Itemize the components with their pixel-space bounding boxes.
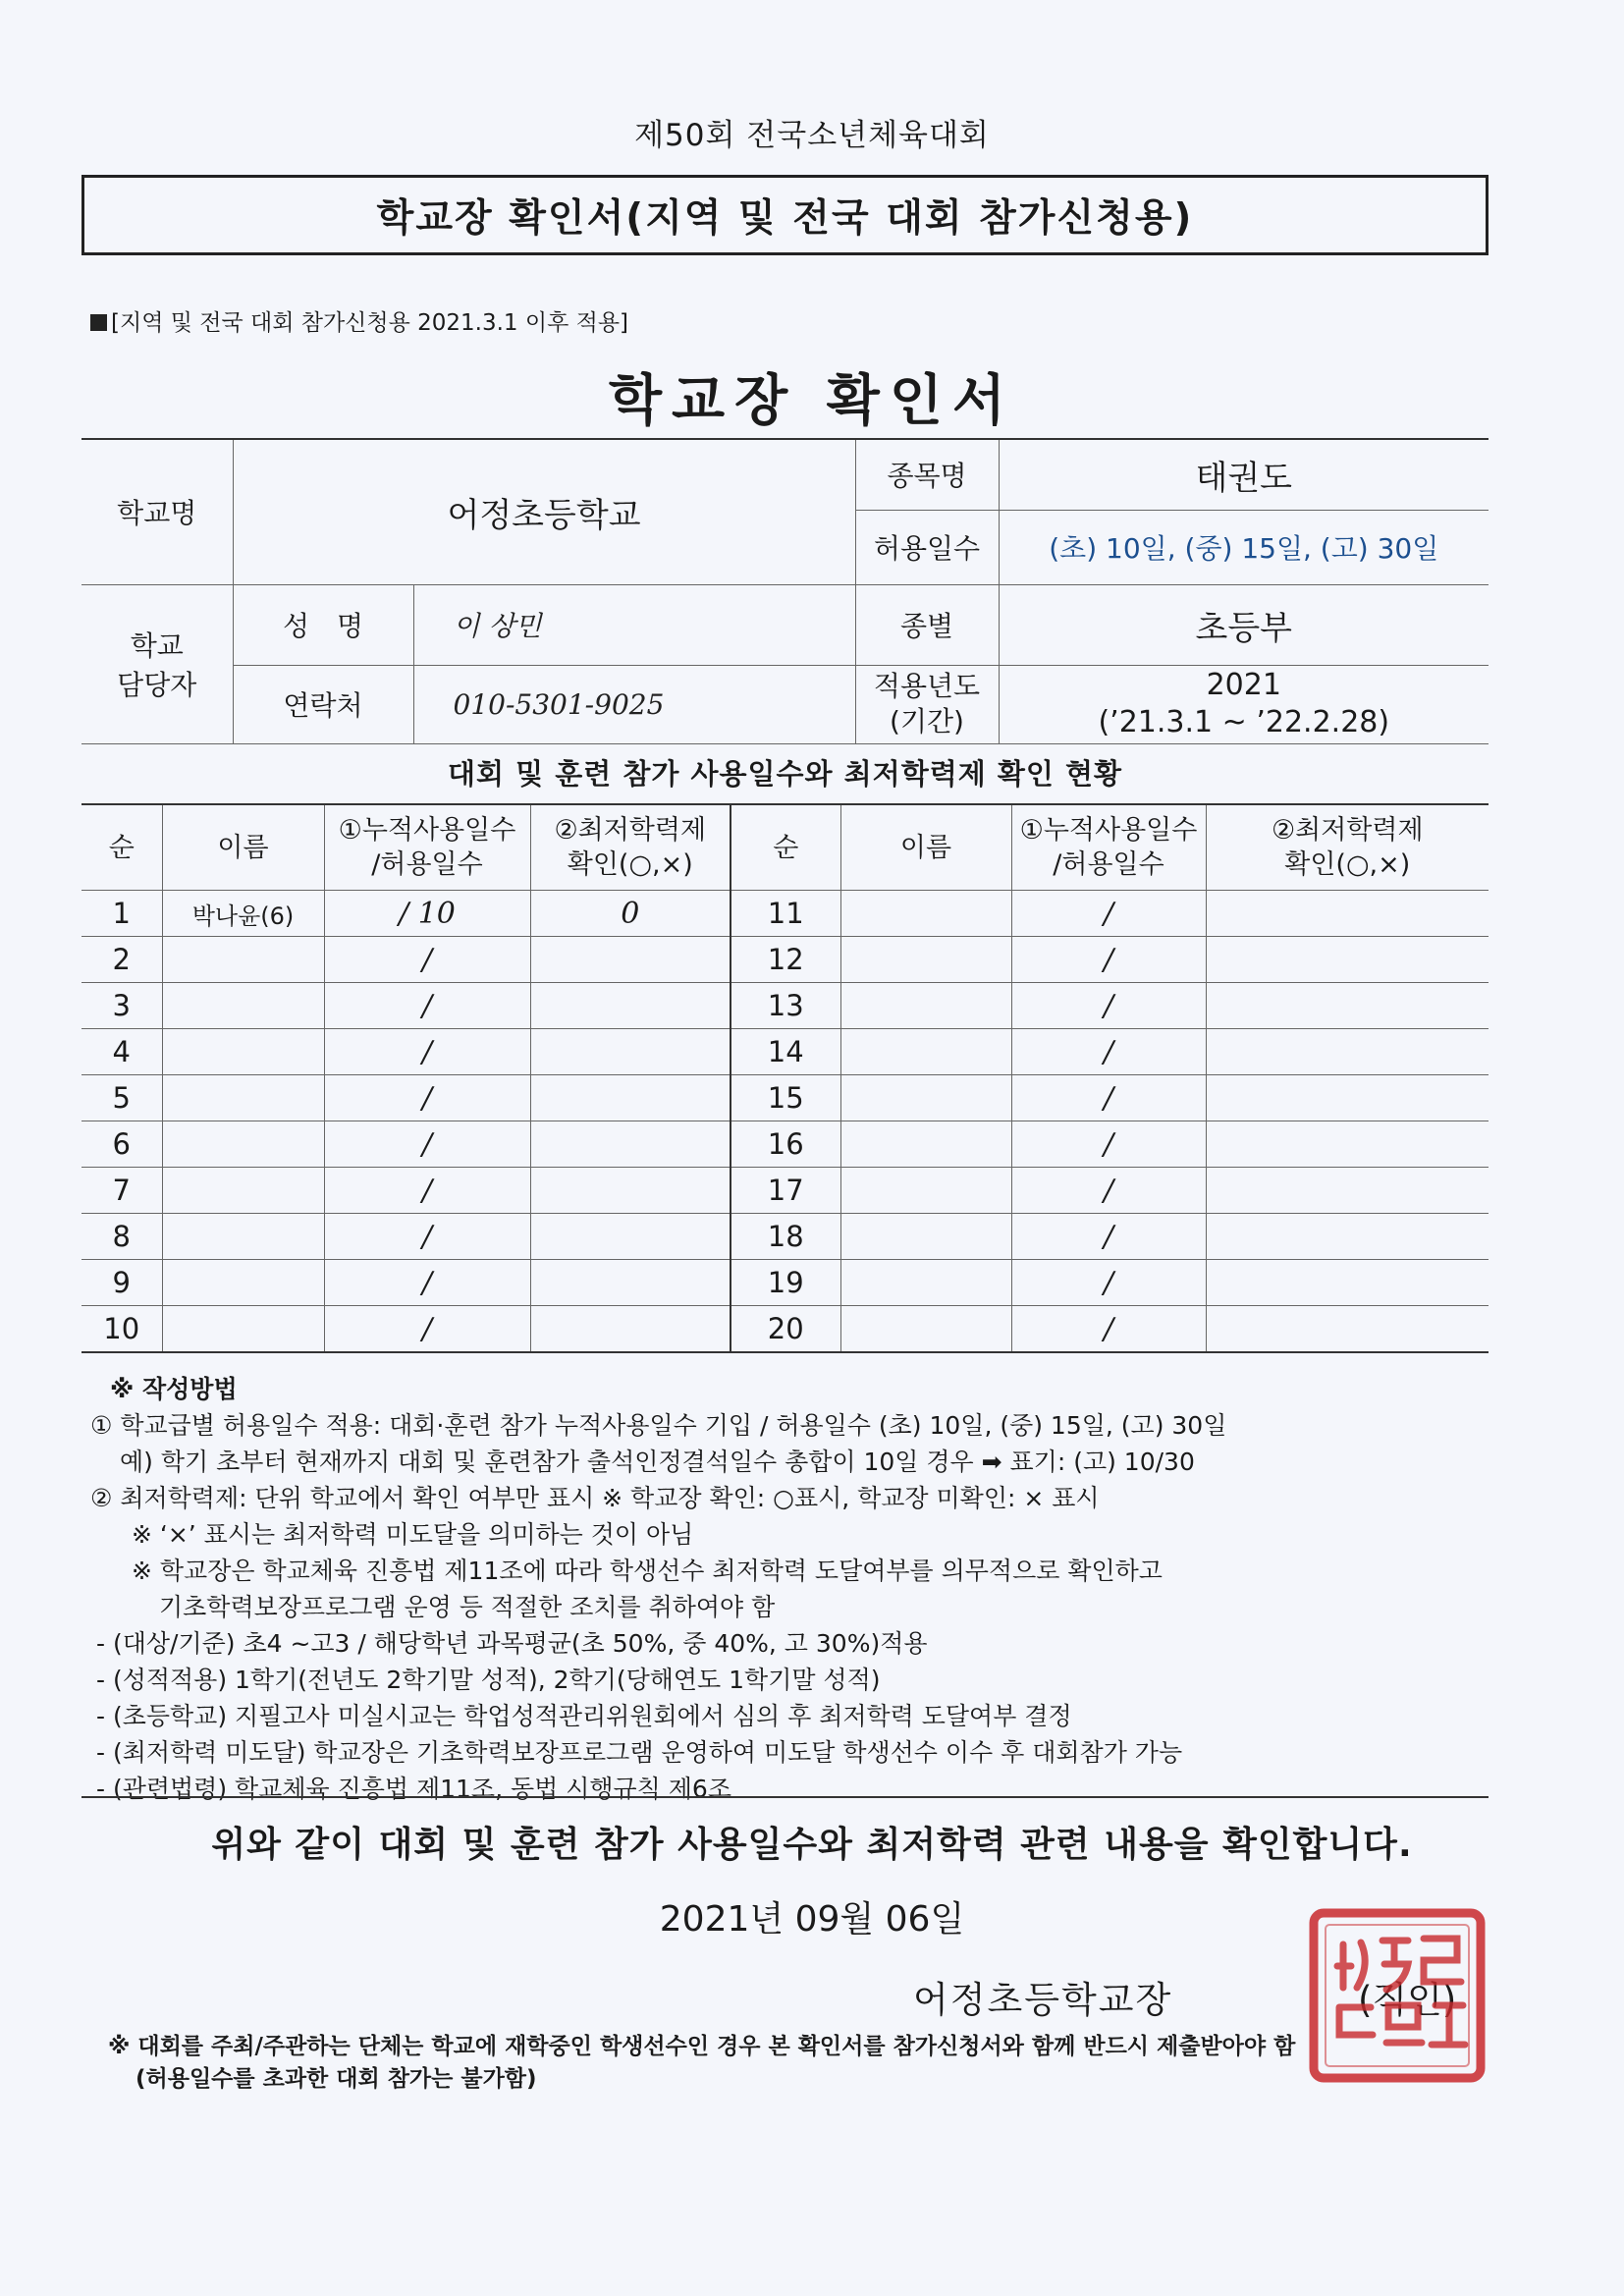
header-days-line2: /허용일수	[371, 849, 483, 880]
row-days: /	[1011, 1214, 1206, 1260]
row-check	[530, 1121, 731, 1168]
school-label: 학교명	[81, 439, 233, 584]
contact-label: 연락처	[233, 665, 413, 743]
row-days: /	[1011, 1121, 1206, 1168]
row-name	[840, 1121, 1011, 1168]
note-11: - (관련법령) 학교체육 진흥법 제11조, 동법 시행규칙 제6조	[96, 1775, 731, 1803]
year-value	[999, 665, 1489, 743]
row-number: 10	[81, 1306, 162, 1353]
table-row	[81, 937, 1489, 983]
header-check-2-line2: 확인(○,×)	[1284, 849, 1411, 880]
row-days: /	[1011, 1306, 1206, 1353]
note-3: ② 최저학력제: 단위 학교에서 확인 여부만 표시 ※ 학교장 확인: ○표시, 학교장 미확인: × 표시	[90, 1484, 1100, 1512]
official-seal-stamp	[1306, 1905, 1489, 2086]
row-days: /	[324, 983, 530, 1029]
header-check-2	[1206, 804, 1489, 891]
header-name: 이름	[162, 804, 324, 891]
row-name	[162, 1168, 324, 1214]
row-name	[840, 1168, 1011, 1214]
row-number: 18	[731, 1214, 840, 1260]
header-days-2-line1: ①누적사용일수	[1019, 815, 1198, 846]
row-number: 2	[81, 937, 162, 983]
row-check	[530, 1214, 731, 1260]
row-check	[530, 1260, 731, 1306]
row-name	[162, 1121, 324, 1168]
row-number: 9	[81, 1260, 162, 1306]
note-1: ① 학교급별 허용일수 적용: 대회·훈련 참가 누적사용일수 기입 / 허용일수 (초) 10일, (중) 15일, (고) 30일	[90, 1411, 1227, 1440]
row-check	[1206, 1214, 1489, 1260]
row-check	[1206, 1075, 1489, 1121]
event-title: 제50회 전국소년체육대회	[634, 118, 990, 153]
table-row	[81, 1306, 1489, 1353]
row-check	[1206, 891, 1489, 937]
divider	[81, 1796, 1489, 1798]
document-box-title: 학교장 확인서(지역 및 전국 대회 참가신청용)	[81, 175, 1489, 255]
note-10: - (최저학력 미도달) 학교장은 기초학력보장프로그램 운영하여 미도달 학생선수 이수 후 대회참가 가능	[96, 1738, 1183, 1767]
row-name	[840, 1306, 1011, 1353]
usage-table-body	[81, 891, 1489, 1353]
row-days: /	[1011, 1029, 1206, 1075]
row-days: /	[324, 1168, 530, 1214]
scope-note-text: [지역 및 전국 대회 참가신청용 2021.3.1 이후 적용]	[111, 310, 629, 336]
row-days: / 10	[324, 891, 530, 937]
note-7: - (대상/기준) 초4 ~고3 / 해당학년 과목평균(초 50%, 중 40%, 고 30%)적용	[96, 1629, 928, 1658]
note-2: 예) 학기 초부터 현재까지 대회 및 훈련참가 출석인정결석일수 총합이 10일 경우 ➡ 표기: (고) 10/30	[120, 1448, 1195, 1476]
row-number: 7	[81, 1168, 162, 1214]
row-name: 박나윤(6)	[162, 891, 324, 937]
row-check	[530, 937, 731, 983]
header-days-2-line2: /허용일수	[1053, 849, 1164, 880]
table-row	[81, 1168, 1489, 1214]
row-name	[840, 1075, 1011, 1121]
row-number: 13	[731, 983, 840, 1029]
usage-table	[81, 803, 1489, 1353]
year-value-line1: 2021	[1206, 668, 1281, 702]
division-label: 종별	[855, 584, 999, 665]
row-check	[530, 1075, 731, 1121]
document-title: 학교장 확인서	[608, 369, 1016, 433]
table-row	[81, 891, 1489, 937]
notes-heading: ※ 작성방법	[110, 1375, 238, 1403]
row-number: 20	[731, 1306, 840, 1353]
table-row	[81, 1075, 1489, 1121]
row-name	[840, 1214, 1011, 1260]
sport-value: 태권도	[999, 439, 1489, 510]
row-name	[162, 1214, 324, 1260]
table-row	[81, 1121, 1489, 1168]
row-number: 1	[81, 891, 162, 937]
row-number: 6	[81, 1121, 162, 1168]
row-number: 4	[81, 1029, 162, 1075]
usage-table-header	[81, 804, 1489, 891]
row-days: /	[1011, 1260, 1206, 1306]
row-days: /	[324, 1214, 530, 1260]
row-number: 3	[81, 983, 162, 1029]
row-name	[162, 1075, 324, 1121]
note-8: - (성적적용) 1학기(전년도 2학기말 성적), 2학기(당해연도 1학기말 성적)	[96, 1666, 881, 1694]
header-check	[530, 804, 731, 891]
row-name	[840, 983, 1011, 1029]
square-bullet-icon	[90, 314, 107, 331]
row-check: 0	[530, 891, 731, 937]
school-value: 어정초등학교	[233, 439, 855, 584]
row-check	[1206, 1260, 1489, 1306]
header-days	[324, 804, 530, 891]
header-check-line1: ②최저학력제	[554, 815, 707, 846]
row-days: /	[324, 1121, 530, 1168]
row-check	[1206, 983, 1489, 1029]
principal-title: 어정초등학교장	[913, 1979, 1173, 2021]
row-name	[840, 891, 1011, 937]
usage-table-title: 대회 및 훈련 참가 사용일수와 최저학력제 확인 현황	[448, 757, 1122, 791]
row-check	[1206, 1029, 1489, 1075]
row-days: /	[1011, 937, 1206, 983]
row-name	[840, 1260, 1011, 1306]
table-row	[81, 983, 1489, 1029]
row-days: /	[1011, 891, 1206, 937]
confirmation-statement: 위와 같이 대회 및 훈련 참가 사용일수와 최저학력 관련 내용을 확인합니다.	[211, 1825, 1413, 1865]
row-days: /	[1011, 983, 1206, 1029]
header-days-line1: ①누적사용일수	[338, 815, 516, 846]
row-check	[530, 983, 731, 1029]
row-name	[162, 1306, 324, 1353]
row-check	[1206, 937, 1489, 983]
row-check	[530, 1306, 731, 1353]
header-no-2: 순	[731, 804, 840, 891]
seal-label: (직인)	[1358, 1979, 1457, 2021]
allow-days-value: (초) 10일, (중) 15일, (고) 30일	[999, 510, 1489, 584]
writing-instructions	[90, 1371, 1504, 1807]
manager-label-line2: 담당자	[117, 669, 197, 701]
row-number: 16	[731, 1121, 840, 1168]
row-check	[1206, 1168, 1489, 1214]
contact-handwritten: 010-5301-9025	[413, 665, 855, 743]
note-6: 기초학력보장프로그램 운영 등 적절한 조치를 취하여야 함	[159, 1593, 776, 1621]
footer-line-1: ※ 대회를 주최/주관하는 단체는 학교에 재학중인 학생선수인 경우 본 확인서를 참가신청서와 함께 반드시 제출받아야 함	[108, 2034, 1296, 2059]
manager-name-handwritten: 이 상민	[413, 584, 855, 665]
table-row	[81, 1260, 1489, 1306]
row-number: 11	[731, 891, 840, 937]
row-number: 8	[81, 1214, 162, 1260]
row-name	[162, 1029, 324, 1075]
row-name	[840, 1029, 1011, 1075]
note-5: ※ 학교장은 학교체육 진흥법 제11조에 따라 학생선수 최저학력 도달여부를 의무적으로 확인하고	[132, 1557, 1163, 1585]
row-name	[840, 937, 1011, 983]
row-days: /	[1011, 1168, 1206, 1214]
table-row	[81, 1214, 1489, 1260]
header-name-2: 이름	[840, 804, 1011, 891]
row-number: 17	[731, 1168, 840, 1214]
row-check	[1206, 1121, 1489, 1168]
header-days-2	[1011, 804, 1206, 891]
footer-line-2: (허용일수를 초과한 대회 참가는 불가함)	[135, 2066, 537, 2092]
row-name	[162, 1260, 324, 1306]
row-days: /	[1011, 1075, 1206, 1121]
header-no: 순	[81, 804, 162, 891]
row-days: /	[324, 937, 530, 983]
info-table	[81, 438, 1489, 744]
header-check-2-line1: ②최저학력제	[1271, 815, 1424, 846]
row-days: /	[324, 1260, 530, 1306]
issue-date: 2021년 09월 06일	[659, 1899, 965, 1940]
row-number: 15	[731, 1075, 840, 1121]
row-check	[1206, 1306, 1489, 1353]
note-4: ※ ‘×’ 표시는 최저학력 미도달을 의미하는 것이 아님	[132, 1520, 694, 1549]
row-number: 14	[731, 1029, 840, 1075]
allow-days-label: 허용일수	[855, 510, 999, 584]
row-number: 19	[731, 1260, 840, 1306]
row-days: /	[324, 1029, 530, 1075]
header-check-line2: 확인(○,×)	[567, 849, 693, 880]
footer-note	[108, 2031, 1295, 2096]
row-check	[530, 1029, 731, 1075]
manager-label	[81, 584, 233, 743]
row-number: 12	[731, 937, 840, 983]
row-days: /	[324, 1075, 530, 1121]
table-row	[81, 1029, 1489, 1075]
year-label-line2: (기간)	[890, 705, 964, 738]
note-9: - (초등학교) 지필고사 미실시교는 학업성적관리위원회에서 심의 후 최저학력 도달여부 결정	[96, 1702, 1072, 1730]
scope-note	[90, 304, 628, 337]
row-name	[162, 983, 324, 1029]
year-label	[855, 665, 999, 743]
manager-label-line1: 학교	[130, 629, 184, 662]
row-check	[530, 1168, 731, 1214]
row-name	[162, 937, 324, 983]
row-number: 5	[81, 1075, 162, 1121]
seal-glyphs	[1337, 1939, 1465, 2045]
year-value-line2: (’21.3.1 ~ ’22.2.28)	[1098, 705, 1390, 739]
row-days: /	[324, 1306, 530, 1353]
division-value: 초등부	[999, 584, 1489, 665]
year-label-line1: 적용년도	[873, 670, 981, 702]
name-label: 성 명	[233, 584, 413, 665]
sport-label: 종목명	[855, 439, 999, 510]
